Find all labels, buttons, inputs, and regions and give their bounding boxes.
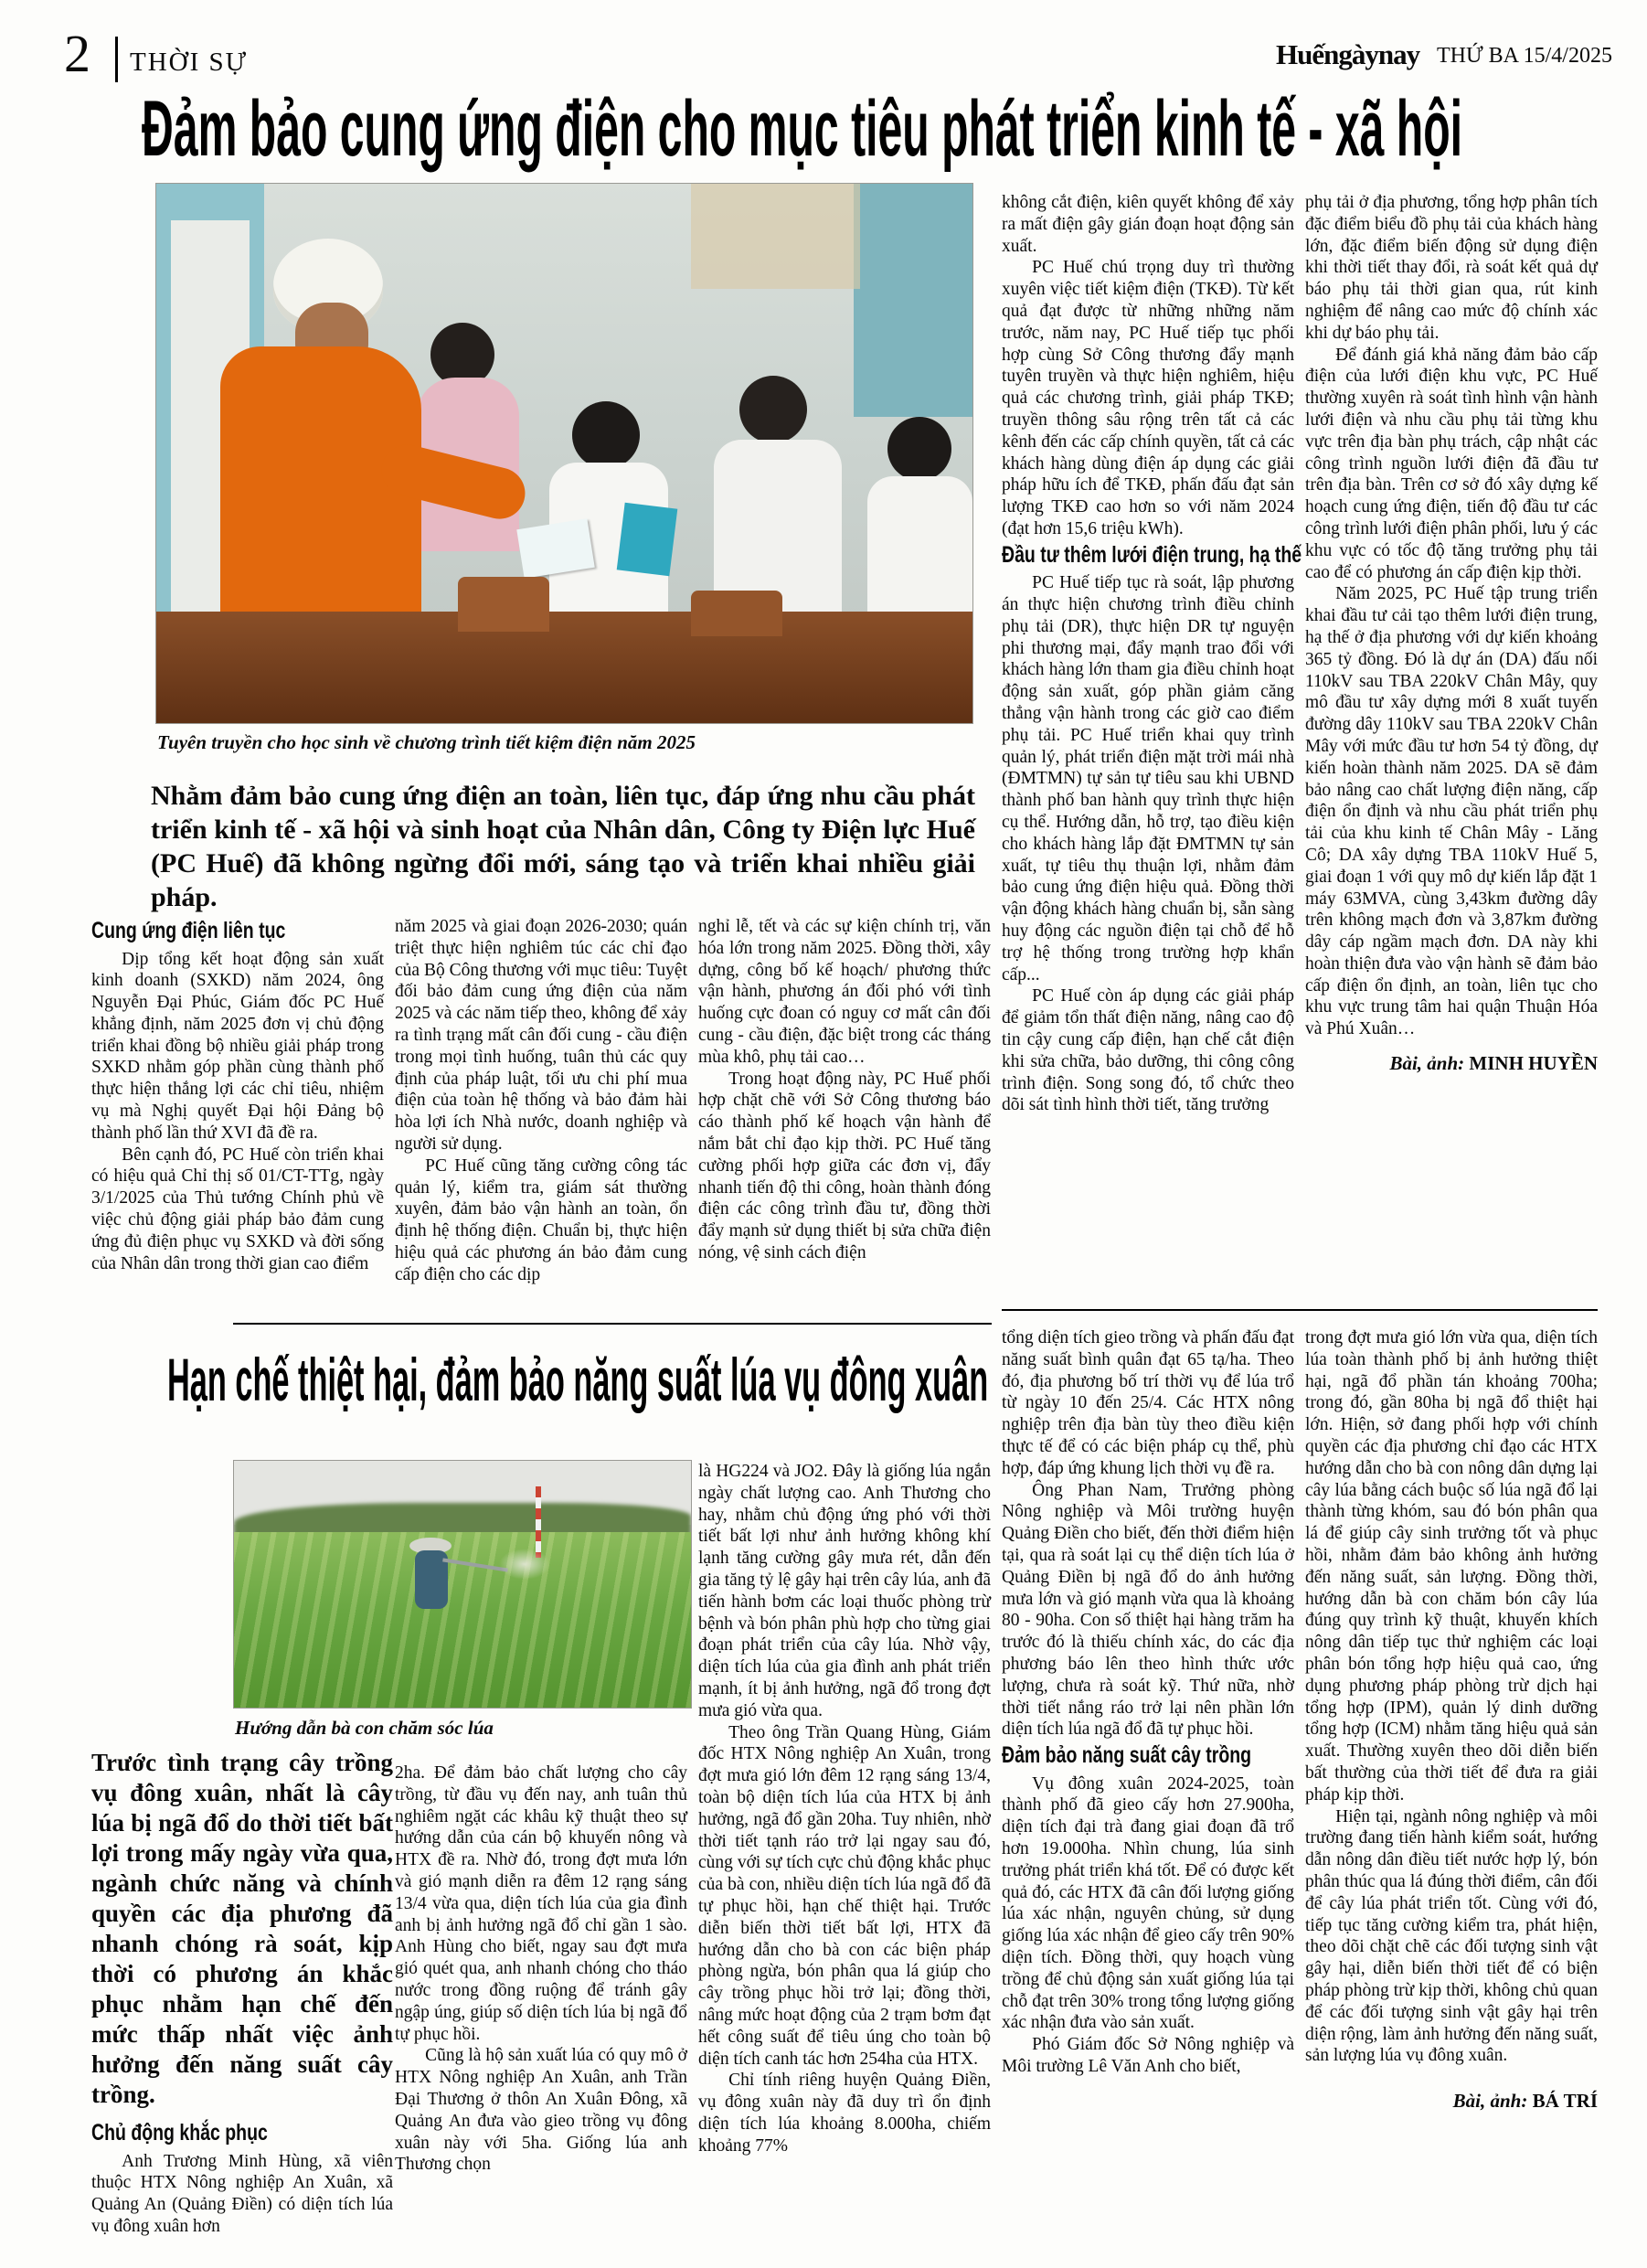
chair-back-2 — [691, 591, 782, 636]
article1-column-4 — [1002, 192, 1302, 1116]
article1-column-1-text: Dịp tổng kết hoạt động sản xuất kinh doanh (SXKD) năm 2024, ông Nguyễn Đại Phúc, Giám đốc PC Huế khẳng định, năm 2025 đơn vị chủ động triển khai đồng bộ nhiều giải pháp trong SXKD nhằm góp phần cùng thành phố thực hiện thắng lợi các chỉ tiêu, nhiệm vụ mà Nghị quyết Đại hội Đảng bộ thành phố lần thứ XVI đã đề ra. Bên cạnh đó, PC Huế còn triển khai có hiệu quả Chỉ thị số 01/CT-TTg, ngày 3/1/2025 của Thủ tướng Chính phủ về việc chủ động giải pháp bảo đảm cung ứng đủ điện phục vụ SXKD và đời sống của Nhân dân trong thời gian cao điểm — [91, 949, 384, 1273]
article2-column-1-text: Anh Trương Minh Hùng, xã viên thuộc HTX Nông nghiệp An Xuân, xã Quảng An (Quảng Điền) có diện tích lúa vụ đông xuân hơn — [91, 2151, 393, 2236]
issue-date: THỨ BA 15/4/2025 — [1437, 44, 1612, 68]
article2-intro: Trước tình trạng cây trồng vụ đông xuân, nhất là cây lúa bị ngã đổ do thời tiết bất lợi trong mấy ngày vừa qua, ngành chức năng và chính quyền các địa phương đã nhanh chóng rà soát, kịp thời có phương án khắc phục nhằm hạn chế đến mức thấp nhất việc ảnh hưởng đến năng suất cây trồng. — [91, 1749, 393, 2108]
article1-byline — [1305, 1053, 1598, 1075]
article1-column-2-text: năm 2025 và giai đoạn 2026-2030; quán triệt thực hiện nghiêm túc các chỉ đạo của Bộ Công thương với mục tiêu: Tuyệt đối bảo đảm cung ứng điện của năm 2025 và các năm tiếp theo, không để xảy ra tình trạng mất cân đối cung - cầu điện trong mọi tình huống, tuân thủ các quy định của pháp luật, tối ưu chi phí mua điện của toàn hệ thống và bảo đảm hài hòa lợi ích Nhà nước, doanh nghiệp và người sử dụng. PC Huế cũng tăng cường công tác quản lý, kiểm tra, giám sát thường xuyên, đảm bảo vận hành an toàn, ổn định hệ thống điện. Chuẩn bị, thực hiện hiệu quả các phương án bảo đảm cung cấp điện cho các dịp — [395, 917, 687, 1284]
article2-byline-name: BÁ TRÍ — [1532, 2090, 1598, 2113]
article2-byline — [1305, 2091, 1598, 2113]
page-number: 2 — [64, 24, 90, 83]
article1-column-5-text: phụ tải ở địa phương, tổng hợp phân tích đặc điểm biểu đồ phụ tải của khách hàng lớn, đặc điểm biến động sử dụng điện khi thời tiết thay đổi, rà soát kết quả dự báo phụ tải thời gian qua, rút kinh nghiệm để nâng cao mức độ chính xác khi dự báo phụ tải. Để đánh giá khả năng đảm bảo cấp điện của lưới điện khu vực, PC Huế thường xuyên rà soát tình hình vận hành lưới điện và nhu cầu phụ tải từng khu vực trên địa bàn phụ trách, cập nhật các công trình nguồn lưới điện đã đầu tư trên địa bàn. Trên cơ sở đó xây dựng kế hoạch cung ứng điện, tiến độ đầu tư các công trình lưới điện phân phối, lưu ý các khu vực có tốc độ tăng trưởng phụ tải cao để có phương án cấp điện kịp thời. Năm 2025, PC Huế tập trung triển khai đầu tư cải tạo thêm lưới điện trung, hạ thế ở địa phương với dự kiến khoảng 365 tỷ đồng. Đó là dự án (DA) đấu nối 110kV sau TBA 220kV Chân Mây, quy mô đầu tư xây dựng mới 8 xuất tuyến đường dây 110kV sau TBA 220kV Chân Mây với mức đầu tư hơn 54 tỷ đồng, dự kiến hoàn thành năm 2025. DA sẽ đảm bảo nâng cao chất lượng điện năng, cấp điện ổn định và nhu cầu phát triển phụ tải của khu kinh tế Chân Mây - Lăng Cô; DA xây dựng TBA 110kV Huế 5, giai đoạn 1 với quy mô dự kiến lắp đặt 1 máy 63MVA, cùng 3,43km đường dây trên không mạch đơn và 3,87km đường dây cáp ngầm mạch đơn. DA này khi hoàn thiện đưa vào vận hành sẽ đảm bảo cấp điện ổn định, an toàn, liên tục cho khu vực trung tâm hai quận Thuận Hóa và Phú Xuân… — [1305, 193, 1598, 1039]
article1-column-3-text: nghỉ lễ, tết và các sự kiện chính trị, văn hóa lớn trong năm 2025. Đồng thời, xây dựng, công bố kế hoạch/ phương thức vận hành, phương án đối phó với tình huống cực đoan có nguy cơ mất cân đối cung - cầu điện, đặc biệt trong các tháng mùa khô, phụ tải cao… Trong hoạt động này, PC Huế phối hợp chặt chẽ với Sở Công thương báo cáo thành phố kế hoạch vận hành để nắm bắt chỉ đạo kịp thời. PC Huế tăng cường phối hợp giữa các đơn vị, đẩy nhanh tiến độ thi công, hoàn thành đóng điện các công trình đầu tư, đồng thời đẩy mạnh sử dụng thiết bị sửa chữa điện nóng, vệ sinh cách điện — [698, 917, 991, 1262]
article-divider-left — [233, 1323, 992, 1325]
article1-column-5 — [1305, 192, 1598, 1075]
student3-body — [867, 476, 972, 623]
article2-column-4-text-b: Vụ đông xuân 2024-2025, toàn thành phố đã gieo cấy hơn 27.900ha, diện tích đại trà đang giai đoạn đã trổ hơn 19.000ha. Nhìn chung, lúa sinh trưởng phát triển khá tốt. Để có được kết quả đó, các HTX đã cân đối lượng giống lúa xác nhận, nguyên chủng, sử dụng giống lúa xác nhận để gieo cấy trên 90% diện tích. Đồng thời, quy hoạch vùng trồng để chủ động sản xuất giống lúa tại chỗ đạt trên 30% trong tổng lượng giống xác nhận đưa vào sản xuất. Phó Giám đốc Sở Nông nghiệp và Môi trường Lê Văn Anh cho biết, — [1002, 1773, 1294, 2076]
article2-column-3-text: là HG224 và JO2. Đây là giống lúa ngắn ngày chất lượng cao. Anh Thương cho hay, nhằm chủ động ứng phó với thời tiết bất lợi như ảnh hưởng không khí lạnh tăng cường gây mưa rét, dẫn đến gia tăng tỷ lệ gây hại trên cây lúa, anh đã tiến hành bơm các loại thuốc phòng trừ bệnh và bón phân phù hợp cho từng giai đoạn phát triển của cây lúa. Nhờ vậy, diện tích lúa của gia đình anh phát triển mạnh, ít bị ảnh hưởng, ngã đổ trong đợt mưa gió vừa qua. Theo ông Trần Quang Hùng, Giám đốc HTX Nông nghiệp An Xuân, trong đợt mưa gió lớn đêm 12 rạng sáng 13/4, toàn bộ diện tích lúa của HTX bị ảnh hưởng, ngã đổ gần 20ha. Tuy nhiên, nhờ thời tiết tạnh ráo trở lại ngay sau đó, cùng với sự tích cực chủ động khắc phục của bà con, nhiều diện tích lúa ngã đổ đã tự phục hồi, hạn chế thiệt hại. Trước diễn biến thời tiết bất lợi, HTX đã hướng dẫn cho bà con các biện pháp phòng ngừa, bón phân qua lá giúp cho cây trồng phục hồi trở lại; đồng thời, nâng mức hoạt động của 2 trạm bơm đạt hết công suất để tiêu úng cho toàn bộ diện tích canh tác hơn 254ha của HTX. Chỉ tính riêng huyện Quảng Điền, vụ đông xuân này đã duy trì ổn định diện tích lúa khoảng 8.000ha, chiếm khoảng 77% — [698, 1462, 991, 2156]
article1-column-4-text-a: không cắt điện, kiên quyết không để xảy ra mất điện gây gián đoạn hoạt động sản xuất. PC Huế chú trọng duy trì thường xuyên việc tiết kiệm điện (TKĐ). Từ kết quả đạt được từ những những năm trước, năm nay, PC Huế tiếp tục phối hợp cùng Sở Công thương đẩy mạnh tuyên truyền và thực hiện nghiêm, hiệu quả các chương trình, giải pháp TKĐ; truyền thông sâu rộng trên tất cả các kênh đến các cấp chính quyền, tất cả các khách hàng dùng điện áp dụng các giải pháp hữu ích để TKĐ, phấn đấu đạt sản lượng TKĐ cao hơn so với năm 2024 (đạt hơn 15,6 triệu kWh). — [1002, 193, 1294, 538]
student3-head — [887, 417, 951, 481]
article1-headline: Đảm bảo cung ứng điện cho mục tiêu phát triển kinh tế - xã hội — [142, 85, 1463, 173]
article2-column-1 — [91, 1748, 393, 2238]
article2-photo-caption: Hướng dẫn bà con chăm sóc lúa — [235, 1717, 494, 1739]
article1-photo-classroom — [155, 183, 973, 724]
article-divider-right — [1002, 1309, 1598, 1311]
article1-column-2 — [395, 916, 687, 1286]
leaflet-cyan — [617, 503, 678, 577]
ricefield-treeline — [234, 1503, 691, 1536]
article1-column-3 — [698, 916, 991, 1264]
article2-column-2-text: 2ha. Để đảm bảo chất lượng cho cây trồng, từ đầu vụ đến nay, anh tuân thủ nghiêm ngặt các khâu kỹ thuật theo sự hướng dẫn của cán bộ khuyến nông và HTX đề ra. Nhờ đó, trong đợt mưa lớn và gió mạnh diễn ra đêm 12 rạng sáng 13/4 vừa qua, diện tích lúa của gia đình anh bị ảnh hưởng ngã đổ chỉ gần 1 sào. Anh Hùng cho biết, ngay sau đợt mưa gió quét qua, anh nhanh chóng cho tháo nước trong đồng ruộng để tránh gây ngập úng, giúp số diện tích lúa bị ngã đổ tự phục hồi. Cũng là hộ sản xuất lúa có quy mô ở HTX Nông nghiệp An Xuân, anh Trần Đại Thương ở thôn An Xuân Đông, xã Quảng An đưa vào gieo trồng vụ đông xuân này với 5ha. Giống lúa anh Thương chọn — [395, 1763, 687, 2175]
student2-head — [739, 376, 807, 443]
classroom-curtain — [691, 184, 860, 289]
classroom-cabinet — [854, 184, 972, 417]
article2-byline-label: Bài, ảnh: — [1452, 2090, 1528, 2113]
survey-pole — [536, 1486, 541, 1558]
spray-mist — [499, 1549, 550, 1580]
article1-subhead-2: Đầu tư thêm lưới điện trung, hạ thế — [1002, 541, 1302, 568]
classroom-desks — [156, 612, 972, 723]
article1-byline-name: MINH HUYỀN — [1469, 1052, 1598, 1075]
article1-column-1 — [91, 916, 384, 1274]
header-divider — [115, 37, 118, 82]
article2-headline: Hạn chế thiệt hại, đảm bảo năng suất lúa vụ đông xuân — [167, 1346, 989, 1413]
article1-lead: Nhằm đảm bảo cung ứng điện an toàn, liên tục, đáp ứng nhu cầu phát triển kinh tế - xã hội và sinh hoạt của Nhân dân, Công ty Điện lực Huế (PC Huế) đã không ngừng đổi mới, sáng tạo và triển khai nhiều giải pháp. — [151, 781, 975, 912]
article2-subhead-2: Đảm bảo năng suất cây trồng — [1002, 1742, 1252, 1769]
section-title: THỜI SỰ — [130, 48, 249, 77]
article2-column-5 — [1305, 1327, 1598, 2113]
article1-photo-caption: Tuyên truyền cho học sinh về chương trình tiết kiệm điện năm 2025 — [157, 731, 696, 753]
chair-back-1 — [458, 577, 549, 632]
article2-column-2 — [395, 1762, 687, 2176]
article1-subhead-1: Cung ứng điện liên tục — [91, 918, 286, 943]
masthead-logo: Huếngàynay — [1276, 38, 1420, 70]
article2-photo-ricefield — [233, 1460, 692, 1709]
article2-subhead-1: Chủ động khắc phục — [91, 2120, 268, 2146]
article1-byline-label: Bài, ảnh: — [1389, 1052, 1465, 1075]
article2-column-4-text-a: tổng diện tích gieo trồng và phấn đấu đạt năng suất bình quân đạt 65 tạ/ha. Theo đó, địa phương bố trí thời vụ để lúa trổ từ ngày 10 đến 25/4. Các HTX nông nghiệp trên địa bàn tùy theo điều kiện thực tế để có các biện pháp cụ thể, phù hợp, đáp ứng khung lịch thời vụ đề ra. Ông Phan Nam, Trưởng phòng Nông nghiệp và Môi trường huyện Quảng Điền cho biết, đến thời điểm hiện tại, qua rà soát lại cụ thể diện tích lúa ở Quảng Điền bị ngã đổ do ảnh hưởng mưa lớn và gió mạnh vừa qua là khoảng 80 - 90ha. Con số thiệt hại hàng trăm ha trước đó là thiếu chính xác, do các địa phương báo lên theo hình thức ước lượng, chưa rà soát kỹ. Thứ nữa, nhờ thời tiết nắng ráo trở lại nên phần lớn diện tích lúa ngã đổ đã tự phục hồi. — [1002, 1328, 1294, 1740]
article2-column-4 — [1002, 1327, 1294, 2078]
article1-column-4-text-b: PC Huế tiếp tục rà soát, lập phương án thực hiện chương trình điều chỉnh phụ tải (DR), thực hiện DR tự nguyện phi thương mại, đẩy mạnh trao đổi với khách hàng lớn tham gia điều chỉnh hoạt động sản xuất, góp phần giảm căng thẳng vận hành trong các giờ cao điểm phụ tải. PC Huế triển khai quy trình quản lý, phát triển điện mặt trời mái nhà (ĐMTMN) tự sản tự tiêu sau khi UBND thành phố ban hành quy trình thực hiện cụ thể. Hướng dẫn, hỗ trợ, tạo điều kiện cho khách hàng lắp đặt ĐMTMN tự sản xuất, tự tiêu thụ thuận lợi, nhằm đảm bảo cung ứng điện hiệu quả. Đồng thời vận động khách hàng chuẩn bị, sẵn sàng huy động các nguồn điện tại chỗ để hỗ trợ hệ thống trong trường hợp khẩn cấp... PC Huế còn áp dụng các giải pháp để giảm tổn thất điện năng, nâng cao độ tin cậy cung cấp điện, hạn chế cắt điện khi sửa chữa, bảo dưỡng, thi công công trình điện. Song song đó, tổ chức theo dõi sát tình hình thời tiết, tăng trưởng — [1002, 573, 1294, 1115]
ricefield-streaks — [234, 1532, 691, 1708]
article2-column-3 — [698, 1461, 991, 2157]
article2-column-5-text: trong đợt mưa gió lớn vừa qua, diện tích lúa toàn thành phố bị ảnh hưởng thiệt hại, ngã đổ phần tán khoảng 700ha; trong đó, gần 80ha bị ngã đổ thiệt hại lớn. Hiện, sở đang phối hợp với chính quyền các địa phương chỉ đạo các HTX hướng dẫn cho bà con nông dân dựng lại cây lúa bằng cách buộc số lúa ngã đổ lại thành từng khóm, sau đó bón phân qua lá để giúp cây sinh trưởng tốt và phục hồi, nhằm đảm bảo không ảnh hưởng đến năng suất, sản lượng. Đồng thời, hướng dẫn bà con chăm bón cây lúa đúng quy trình kỹ thuật, khuyến khích nông dân tiếp tục thử nghiệm các loại phân bón tổng hợp hiệu quả cao, ứng dụng phương pháp phòng trừ dịch hại tổng hợp (IPM), quản lý dinh dưỡng tổng hợp (ICM) nhằm tăng hiệu quả sản xuất. Thường xuyên theo dõi diễn biến bất thường của thời tiết để đưa ra giải pháp kịp thời. Hiện tại, ngành nông nghiệp và môi trường đang tiến hành kiểm soát, hướng dẫn nông dân điều tiết nước hợp lý, bón phân thúc qua lá đúng thời điểm, cân đối để cây lúa phát triển tốt. Cùng với đó, tiếp tục tăng cường kiểm tra, phát hiện, theo dõi chặt chẽ các đối tượng sinh vật gây hại, diễn biến thời tiết để có biện pháp phòng trừ kịp thời, không chủ quan để các đối tượng sinh vật gây hại trên diện rộng, làm ảnh hưởng đến năng suất, sản lượng lúa vụ đông xuân. — [1305, 1328, 1598, 2066]
student1-head — [572, 401, 640, 469]
